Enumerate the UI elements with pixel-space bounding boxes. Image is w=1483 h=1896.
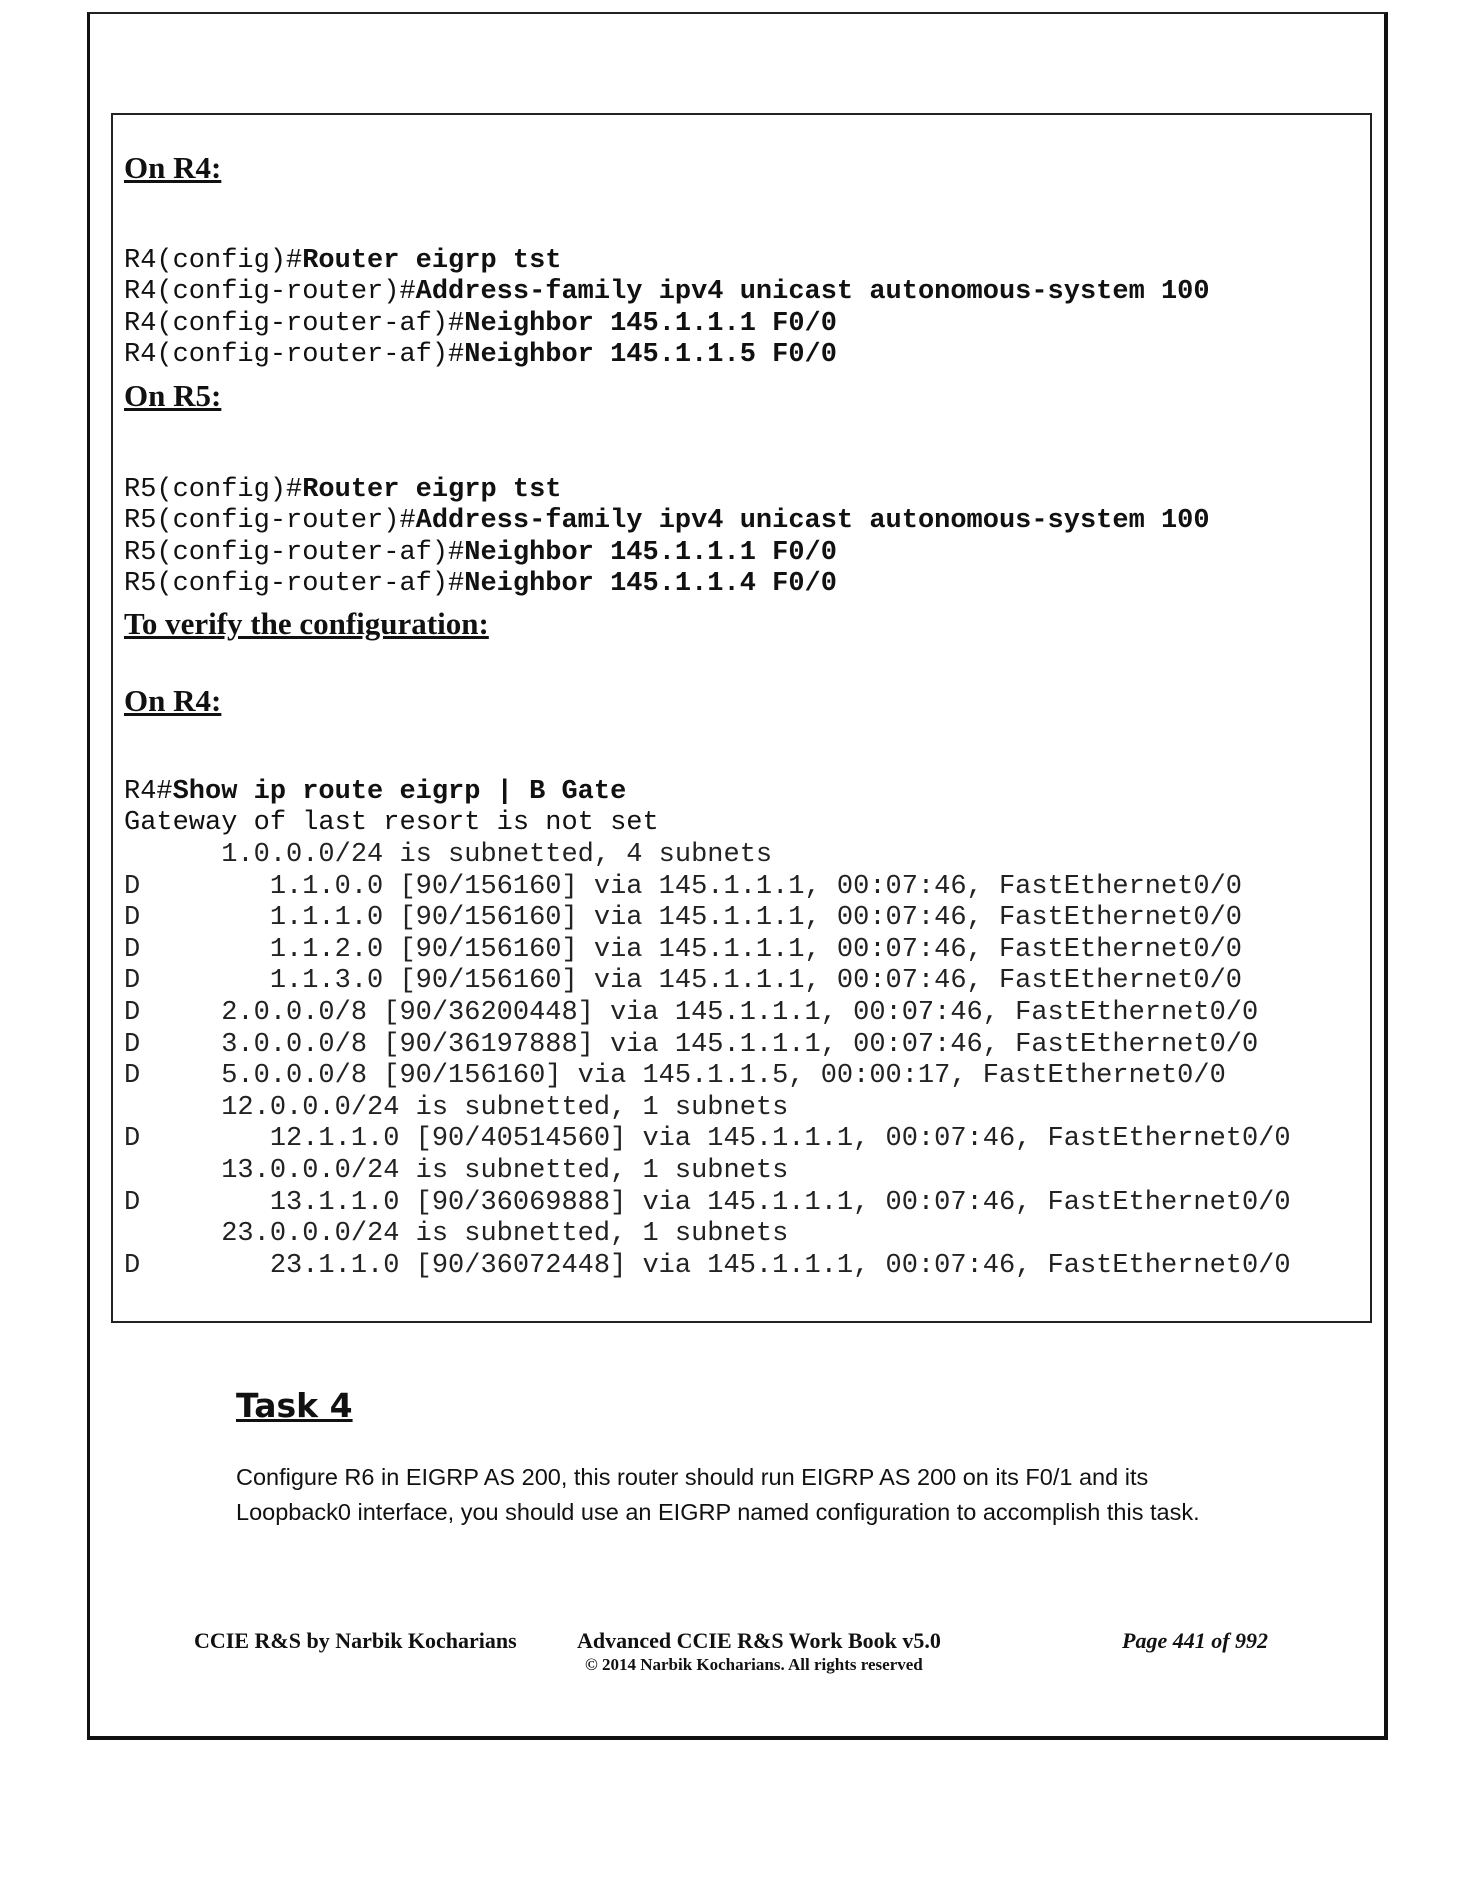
- code-line: [124, 246, 1210, 278]
- route-line: D 13.1.1.0 [90/36069888] via 145.1.1.1, 00:07:46, FastEthernet0/0: [124, 1187, 1291, 1218]
- code-line: [124, 506, 1210, 538]
- route-line: 13.0.0.0/24 is subnetted, 1 subnets: [124, 1155, 789, 1186]
- code-line: [124, 340, 1210, 372]
- route-line: D 23.1.1.0 [90/36072448] via 145.1.1.1, 00:07:46, FastEthernet0/0: [124, 1250, 1291, 1281]
- r4-config-code: [124, 214, 1210, 403]
- footer-author: CCIE R&S by Narbik Kocharians: [194, 1628, 517, 1653]
- code-line: [124, 569, 1210, 601]
- footer-page-number: Page 441 of 992: [1122, 1628, 1269, 1653]
- task-description: Configure R6 in EIGRP AS 200, this router should run EIGRP AS 200 on its F0/1 and its Loopback0 interface, you should use an EIGRP named configuration to accomplish this task.: [236, 1464, 1200, 1525]
- footer-book: Advanced CCIE R&S Work Book v5.0: [577, 1628, 941, 1653]
- code-line: [124, 538, 1210, 570]
- command: Router eigrp tst: [302, 474, 562, 505]
- footer-copyright: © 2014 Narbik Kocharians. All rights reserved: [585, 1655, 923, 1674]
- prompt: R4#: [124, 776, 173, 807]
- code-line: [124, 777, 659, 809]
- prompt: R5(config)#: [124, 474, 303, 505]
- code-line: [124, 277, 1210, 309]
- command: Address-family ipv4 unicast autonomous-system 100: [415, 506, 1210, 536]
- route-table: [124, 840, 1291, 1282]
- route-line: 1.0.0.0/24 is subnetted, 4 subnets: [124, 840, 773, 870]
- code-line: [124, 309, 1210, 341]
- route-line: 23.0.0.0/24 is subnetted, 1 subnets: [124, 1219, 789, 1250]
- route-line: D 3.0.0.0/8 [90/36197888] via 145.1.1.1, 00:07:46, FastEthernet0/0: [124, 1029, 1259, 1060]
- route-line: D 2.0.0.0/8 [90/36200448] via 145.1.1.1, 00:07:46, FastEthernet0/0: [124, 997, 1259, 1028]
- command: Neighbor 145.1.1.1 F0/0: [464, 308, 837, 339]
- command: Address-family ipv4 unicast autonomous-system 100: [415, 277, 1210, 307]
- task-title: Task 4: [236, 1386, 353, 1425]
- prompt: R4(config)#: [124, 245, 303, 276]
- command: Neighbor 145.1.1.1 F0/0: [464, 537, 837, 568]
- route-line: 12.0.0.0/24 is subnetted, 1 subnets: [124, 1092, 789, 1123]
- heading-verify-on-r4: On R4:: [124, 683, 222, 718]
- gateway-line: Gateway of last resort is not set: [124, 808, 659, 838]
- route-line: D 5.0.0.0/8 [90/156160] via 145.1.1.5, 00:00:17, FastEthernet0/0: [124, 1061, 1226, 1092]
- command: Router eigrp tst: [302, 245, 562, 276]
- code-line: [124, 475, 1210, 507]
- r5-config-code: [124, 443, 1210, 632]
- route-line: D 1.1.3.0 [90/156160] via 145.1.1.1, 00:07:46, FastEthernet0/0: [124, 966, 1242, 997]
- prompt: R4(config-router-af)#: [124, 308, 465, 339]
- route-line: D 12.1.1.0 [90/40514560] via 145.1.1.1, 00:07:46, FastEthernet0/0: [124, 1124, 1291, 1155]
- command: Show ip route eigrp | B Gate: [172, 776, 627, 807]
- route-line: D 1.1.2.0 [90/156160] via 145.1.1.1, 00:07:46, FastEthernet0/0: [124, 934, 1242, 965]
- heading-on-r5: On R5:: [124, 378, 222, 413]
- prompt: R5(config-router)#: [124, 506, 416, 536]
- prompt: R5(config-router-af)#: [124, 569, 465, 599]
- command: Neighbor 145.1.1.4 F0/0: [464, 569, 837, 599]
- heading-verify: To verify the configuration:: [124, 606, 489, 641]
- prompt: R4(config-router)#: [124, 277, 416, 307]
- prompt: R5(config-router-af)#: [124, 537, 465, 568]
- route-line: D 1.1.0.0 [90/156160] via 145.1.1.1, 00:07:46, FastEthernet0/0: [124, 871, 1242, 902]
- route-line: D 1.1.1.0 [90/156160] via 145.1.1.1, 00:07:46, FastEthernet0/0: [124, 903, 1242, 934]
- prompt: R4(config-router-af)#: [124, 340, 465, 370]
- heading-on-r4: On R4:: [124, 150, 222, 185]
- command: Neighbor 145.1.1.5 F0/0: [464, 340, 837, 370]
